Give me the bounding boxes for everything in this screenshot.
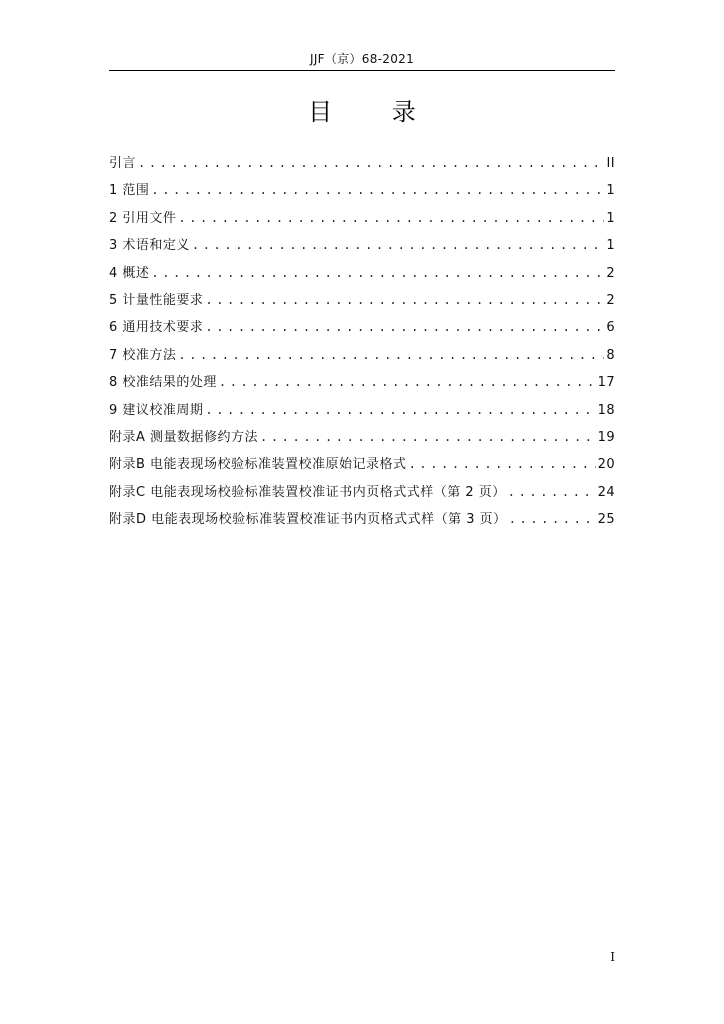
toc-leader-dots <box>509 512 596 526</box>
toc-entry-appendix-d[interactable] <box>109 508 615 535</box>
toc-entry-overview[interactable] <box>109 262 615 289</box>
toc-entry-label: 9 建议校准周期 <box>109 402 204 418</box>
toc-entry-label: 5 计量性能要求 <box>109 292 204 308</box>
toc-entry-label: 4 概述 <box>109 265 150 281</box>
toc-leader-dots <box>260 430 596 444</box>
toc-entry-terms[interactable] <box>109 234 615 261</box>
toc-entry-label: 8 校准结果的处理 <box>109 375 217 391</box>
toc-entry-references[interactable] <box>109 207 615 234</box>
toc-entry-label: 引言 <box>109 156 137 171</box>
page-number: I <box>610 950 615 964</box>
toc-entry-label: 2 引用文件 <box>109 210 177 226</box>
toc-entry-page: 19 <box>597 429 615 445</box>
toc-entry-appendix-c[interactable] <box>109 481 615 508</box>
toc-entry-appendix-b[interactable] <box>109 453 615 480</box>
toc-leader-dots <box>205 403 595 417</box>
document-code-header: JJF（京）68-2021 <box>309 52 415 66</box>
toc-entry-page: 1 <box>606 210 615 226</box>
toc-leader-dots <box>151 183 604 197</box>
page-title: 目 录 <box>308 98 442 126</box>
toc-entry-technical-requirements[interactable] <box>109 316 615 343</box>
toc-entry-result-processing[interactable] <box>109 371 615 398</box>
toc-entry-page: II <box>606 156 615 171</box>
toc-leader-dots <box>178 348 604 362</box>
toc-entry-page: 2 <box>606 292 615 308</box>
toc-leader-dots <box>219 375 596 389</box>
toc-entry-page: 18 <box>597 402 615 418</box>
table-of-contents <box>109 152 615 535</box>
toc-leader-dots <box>138 156 605 170</box>
toc-entry-label: 附录C 电能表现场校验标准装置校准证书内页格式式样（第 2 页） <box>109 484 506 500</box>
toc-entry-label: 3 术语和定义 <box>109 238 190 254</box>
toc-entry-page: 1 <box>606 238 615 254</box>
toc-entry-label: 附录B 电能表现场校验标准装置校准原始记录格式 <box>109 457 407 473</box>
toc-entry-page: 6 <box>606 320 615 336</box>
toc-leader-dots <box>205 293 604 307</box>
toc-leader-dots <box>151 266 604 280</box>
toc-entry-label: 7 校准方法 <box>109 347 177 363</box>
toc-leader-dots <box>508 485 596 499</box>
toc-entry-label: 附录D 电能表现场校验标准装置校准证书内页格式式样（第 3 页） <box>109 512 507 528</box>
toc-entry-foreword[interactable] <box>109 152 615 179</box>
toc-leader-dots <box>409 457 596 471</box>
toc-entry-calibration-method[interactable] <box>109 344 615 371</box>
header-rule <box>109 70 615 71</box>
toc-entry-label: 附录A 测量数据修约方法 <box>109 429 259 445</box>
toc-entry-page: 1 <box>606 183 615 199</box>
toc-entry-page: 20 <box>597 457 615 473</box>
toc-entry-page: 25 <box>597 512 615 528</box>
toc-entry-page: 24 <box>597 484 615 500</box>
toc-leader-dots <box>178 211 604 225</box>
toc-entry-label: 6 通用技术要求 <box>109 320 204 336</box>
toc-entry-label: 1 范围 <box>109 183 150 199</box>
toc-entry-appendix-a[interactable] <box>109 426 615 453</box>
toc-entry-page: 17 <box>597 375 615 391</box>
toc-entry-metrological-requirements[interactable] <box>109 289 615 316</box>
toc-entry-scope[interactable] <box>109 179 615 206</box>
toc-entry-page: 2 <box>606 265 615 281</box>
toc-leader-dots <box>192 238 604 252</box>
toc-leader-dots <box>205 320 604 334</box>
toc-entry-calibration-interval[interactable] <box>109 399 615 426</box>
toc-entry-page: 8 <box>606 347 615 363</box>
